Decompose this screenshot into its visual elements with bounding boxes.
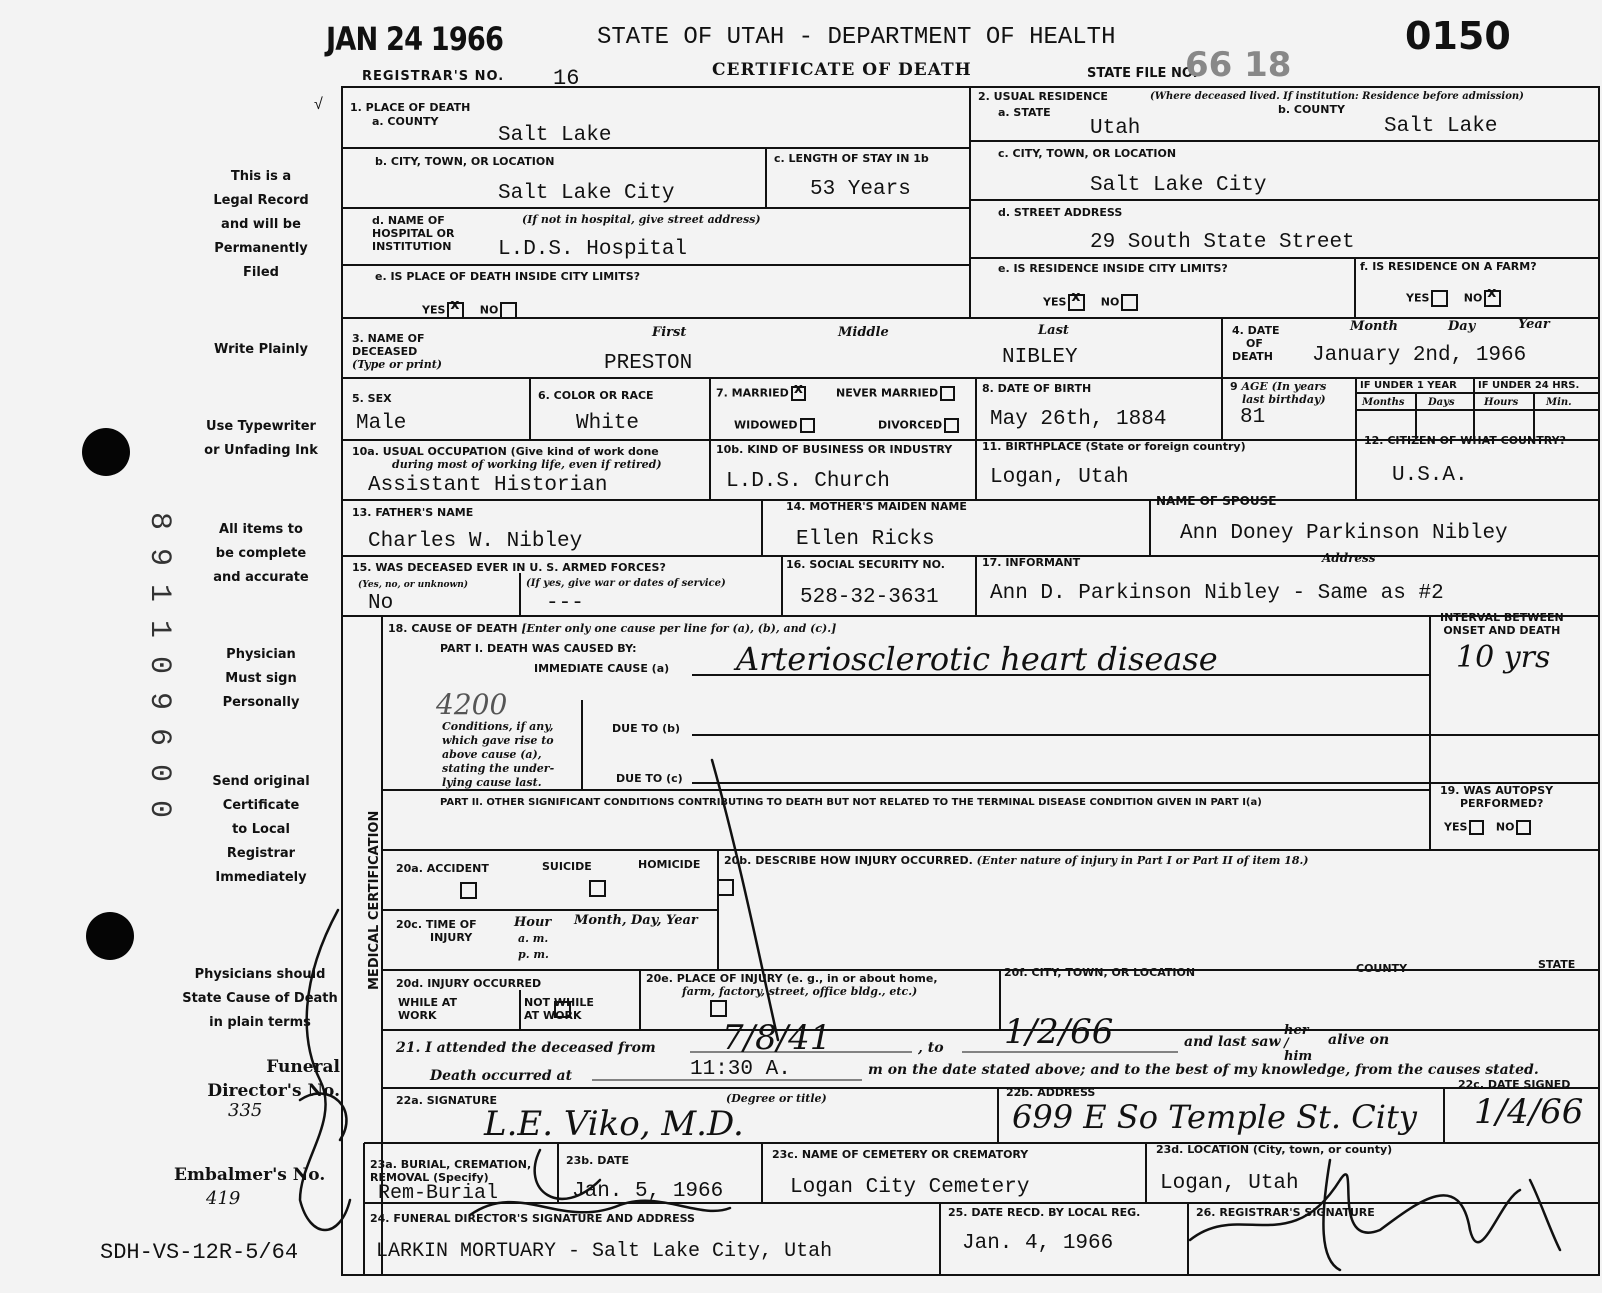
page-title: STATE OF UTAH - DEPARTMENT OF HEALTH: [597, 24, 1116, 51]
informant-label: 17. INFORMANT: [982, 556, 1081, 569]
suicide-label: SUICIDE: [542, 860, 592, 873]
months-label: Months: [1362, 397, 1405, 408]
county-label: a. COUNTY: [372, 115, 439, 128]
state-file-number: 66 18: [1185, 45, 1292, 85]
side-note-physician: Physician Must sign Personally: [222, 647, 300, 710]
father-label: 13. FATHER'S NAME: [352, 506, 474, 519]
burial-method: Rem-Burial: [378, 1182, 499, 1205]
funeral-director-number: 335: [228, 1100, 263, 1121]
cemetery: Logan City Cemetery: [790, 1176, 1030, 1199]
min-label: Min.: [1546, 397, 1572, 408]
burial-date: Jan. 5, 1966: [572, 1180, 724, 1203]
due-to-b-label: DUE TO (b): [612, 722, 681, 735]
injury-state-label: STATE: [1538, 958, 1576, 971]
autopsy-checkboxes: YES NO: [1444, 820, 1531, 835]
last-label: Last: [1038, 323, 1069, 338]
sex-label: 5. SEX: [352, 392, 392, 405]
burial-location: Logan, Utah: [1160, 1172, 1299, 1195]
place-of-injury-label: 20e. PLACE OF INJURY (e. g., in or about home, farm, factory, street, office bldg., etc.): [646, 972, 938, 998]
cause-of-death-label: 18. CAUSE OF DEATH [Enter only one cause per line for (a), (b), and (c).]: [388, 622, 837, 635]
cemetery-label: 23c. NAME OF CEMETERY OR CREMATORY: [772, 1148, 1029, 1161]
business-label: 10b. KIND OF BUSINESS OR INDUSTRY: [716, 443, 953, 456]
cause-code: 4200: [436, 688, 508, 721]
residence-label: 2. USUAL RESIDENCE: [978, 90, 1108, 103]
physician-address: 699 E So Temple St. City: [1012, 1098, 1417, 1136]
burial-date-label: 23b. DATE: [566, 1154, 629, 1167]
month-label: Month: [1350, 319, 1398, 334]
residence-state-label: a. STATE: [998, 106, 1051, 119]
length-of-stay: 53 Years: [810, 178, 911, 201]
last-name: NIBLEY: [1002, 346, 1078, 369]
part-1-label: PART I. DEATH WAS CAUSED BY:: [440, 642, 637, 655]
race-label: 6. COLOR OR RACE: [538, 389, 654, 402]
date-of-death-label: 4. DATE OF DEATH: [1232, 324, 1280, 363]
marital-widowed: WIDOWED: [734, 418, 815, 433]
side-note-legal: This is a Legal Record and will be Permanently Filed: [213, 169, 309, 280]
medical-certification-label: MEDICAL CERTIFICATION: [367, 810, 382, 990]
armed-forces: No: [368, 592, 394, 615]
street-address: 29 South State Street: [1090, 231, 1355, 254]
interval: 10 yrs: [1456, 640, 1551, 675]
armed-dates: ---: [546, 592, 584, 615]
residence-inside-city-label: e. IS RESIDENCE INSIDE CITY LIMITS?: [998, 262, 1228, 275]
under-24-hours-label: IF UNDER 24 HRS.: [1478, 380, 1580, 391]
stay-label: c. LENGTH OF STAY IN 1b: [774, 152, 929, 165]
embalmer-number: 419: [206, 1188, 241, 1209]
date-of-death: January 2nd, 1966: [1312, 344, 1527, 367]
statement-text: m on the date stated above; and to the best of my knowledge, from the causes stated.: [868, 1062, 1539, 1078]
time-of-death: 11:30 A.: [690, 1058, 791, 1081]
day-label: Day: [1448, 319, 1476, 334]
funeral-director: LARKIN MORTUARY - Salt Lake City, Utah: [376, 1240, 833, 1263]
hospital-label: d. NAME OF HOSPITAL OR INSTITUTION: [372, 214, 455, 253]
injury-county-label: COUNTY: [1356, 962, 1408, 975]
to-label: , to: [918, 1040, 944, 1056]
birthplace-label: 11. BIRTHPLACE (State or foreign country): [982, 440, 1246, 453]
residence-inside-city-checkboxes: YESx NO: [1043, 294, 1138, 311]
funeral-director-sig-label: 24. FUNERAL DIRECTOR'S SIGNATURE AND ADDRESS: [370, 1212, 695, 1225]
hour-label: Hour: [514, 915, 552, 930]
burial-label: 23a. BURIAL, CREMATION, REMOVAL (Specify): [370, 1158, 532, 1184]
alive-on-label: alive on: [1328, 1032, 1390, 1048]
death-city: Salt Lake City: [498, 182, 675, 205]
side-note-complete: All items to be complete and accurate: [213, 522, 309, 585]
mother-name: Ellen Ricks: [796, 528, 935, 551]
city-label: b. CITY, TOWN, OR LOCATION: [375, 155, 555, 168]
vertical-number: 8 9 1 1 0 9 6 0 0: [142, 512, 176, 819]
document-title: CERTIFICATE OF DEATH: [712, 60, 972, 80]
race: White: [576, 412, 640, 435]
under-1-year-label: IF UNDER 1 YEAR: [1360, 380, 1457, 391]
death-occurred-at-label: Death occurred at: [430, 1068, 573, 1084]
her-him-label: her / him: [1284, 1023, 1313, 1064]
date-signed-label: 22c. DATE SIGNED: [1458, 1078, 1571, 1091]
farm-label: f. IS RESIDENCE ON A FARM?: [1360, 260, 1537, 273]
accident-label: 20a. ACCIDENT: [396, 862, 489, 875]
date-of-birth: May 26th, 1884: [990, 408, 1167, 431]
serial-number: 0150: [1405, 14, 1511, 58]
marital-never: NEVER MARRIED: [836, 386, 955, 401]
am-label: a. m.: [518, 932, 549, 945]
armed-forces-label: 15. WAS DECEASED EVER IN U. S. ARMED FORCES?: [352, 561, 666, 574]
time-of-injury-label: 20c. TIME OF INJURY: [396, 918, 477, 944]
attended-label: 21. I attended the deceased from: [396, 1040, 656, 1056]
state-file-label: STATE FILE NO.: [1087, 66, 1198, 81]
conditions-note: Conditions, if any, which gave rise to above cause (a), stating the under- lying cause last.: [442, 720, 555, 789]
hours-label: Hours: [1484, 397, 1519, 408]
registrar-number: 16: [553, 66, 580, 91]
degree-label: (Degree or title): [726, 1092, 827, 1105]
autopsy-label: 19. WAS AUTOPSY PERFORMED?: [1440, 784, 1554, 810]
homicide-label: HOMICIDE: [638, 858, 701, 871]
birth-label: 8. DATE OF BIRTH: [982, 382, 1092, 395]
residence-city: Salt Lake City: [1090, 174, 1267, 197]
citizen-label: 12. CITIZEN OF WHAT COUNTRY?: [1364, 434, 1566, 447]
inside-city-label: e. IS PLACE OF DEATH INSIDE CITY LIMITS?: [375, 270, 641, 283]
registrar-signature-label: 26. REGISTRAR'S SIGNATURE: [1196, 1206, 1375, 1219]
armed-note-1: (Yes, no, or unknown): [358, 580, 469, 590]
first-label: First: [652, 325, 687, 340]
informant-address-label: Address: [1322, 551, 1376, 565]
hospital-note: (If not in hospital, give street address): [522, 213, 761, 226]
mother-label: 14. MOTHER'S MAIDEN NAME: [786, 500, 967, 513]
age: 81: [1240, 406, 1266, 429]
signature-label: 22a. SIGNATURE: [396, 1094, 498, 1107]
informant: Ann D. Parkinson Nibley - Same as #2: [990, 582, 1444, 605]
birthplace: Logan, Utah: [990, 466, 1129, 489]
not-while-at-work-label: NOT WHILE AT WORK: [524, 996, 594, 1022]
marital-married: 7. MARRIEDx: [716, 386, 806, 401]
check-mark: √: [314, 96, 323, 113]
physician-address-label: 22b. ADDRESS: [1006, 1086, 1096, 1099]
while-at-work-label: WHILE AT WORK: [398, 996, 457, 1022]
spouse-label: NAME OF SPOUSE: [1156, 494, 1277, 508]
armed-note-2: (If yes, give war or dates of service): [526, 578, 726, 589]
date-received: Jan. 4, 1966: [962, 1232, 1114, 1255]
residence-county-label: b. COUNTY: [1278, 103, 1345, 116]
month-day-year-label: Month, Day, Year: [574, 913, 698, 928]
spouse-name: Ann Doney Parkinson Nibley: [1180, 522, 1508, 545]
social-security-number: 528-32-3631: [800, 586, 939, 609]
street-label: d. STREET ADDRESS: [998, 206, 1123, 219]
form-number: SDH-VS-12R-5/64: [100, 1240, 299, 1265]
attended-from: 7/8/41: [722, 1018, 832, 1058]
burial-location-label: 23d. LOCATION (City, town, or county): [1156, 1143, 1393, 1156]
part-2-label: PART II. OTHER SIGNIFICANT CONDITIONS CONTRIBUTING TO DEATH BUT NOT RELATED TO THE TERMINAL DISEASE CONDITION GIVEN IN PART I(a): [440, 797, 1262, 808]
residence-city-label: c. CITY, TOWN, OR LOCATION: [998, 147, 1177, 160]
business: L.D.S. Church: [726, 470, 890, 493]
first-name: PRESTON: [604, 352, 693, 375]
physician-signature: L.E. Viko, M.D.: [484, 1104, 744, 1144]
residence-state: Utah: [1090, 117, 1141, 140]
place-of-death-label: 1. PLACE OF DEATH: [350, 101, 471, 114]
hospital-name: L.D.S. Hospital: [498, 238, 688, 261]
date-stamp: JAN 24 1966: [326, 20, 504, 58]
occupation: Assistant Historian: [368, 474, 608, 497]
side-note-plainly: Write Plainly: [214, 342, 308, 357]
injury-occurred-label: 20d. INJURY OCCURRED: [396, 977, 542, 990]
age-label: 9 AGE (In years last birthday): [1230, 380, 1327, 406]
inside-city-checkboxes: YESx NO: [422, 302, 517, 319]
days-label: Days: [1428, 397, 1455, 408]
last-saw-label: and last saw: [1184, 1034, 1281, 1050]
occupation-label: 10a. USUAL OCCUPATION (Give kind of work done during most of working life, even if retired): [352, 445, 662, 471]
sex: Male: [356, 412, 407, 435]
date-signed: 1/4/66: [1474, 1092, 1584, 1132]
city-of-injury-label: 20f. CITY, TOWN, OR LOCATION: [1004, 966, 1196, 979]
middle-label: Middle: [838, 325, 889, 340]
date-received-label: 25. DATE RECD. BY LOCAL REG.: [948, 1206, 1141, 1219]
side-note-state-cause: Physicians should State Cause of Death in plain terms: [182, 967, 338, 1030]
ssn-label: 16. SOCIAL SECURITY NO.: [786, 558, 945, 571]
side-note-ink: Use Typewriter or Unfading Ink: [204, 419, 318, 458]
side-note-send: Send original Certificate to Local Registrar Immediately: [212, 774, 310, 885]
deceased-name-label: 3. NAME OF DECEASED (Type or print): [352, 332, 443, 371]
embalmer-label: Embalmer's No.: [174, 1165, 326, 1185]
residence-note: (Where deceased lived. If institution: Residence before admission): [1150, 91, 1524, 102]
interval-label: INTERVAL BETWEEN ONSET AND DEATH: [1440, 611, 1564, 637]
year-label: Year: [1518, 317, 1550, 332]
due-to-c-label: DUE TO (c): [616, 772, 683, 785]
describe-injury-label: 20b. DESCRIBE HOW INJURY OCCURRED. (Enter nature of injury in Part I or Part II of item 18.): [724, 854, 1309, 867]
citizenship: U.S.A.: [1392, 464, 1468, 487]
immediate-cause: Arteriosclerotic heart disease: [736, 640, 1218, 678]
father-name: Charles W. Nibley: [368, 530, 583, 553]
marital-divorced: DIVORCED: [878, 418, 959, 433]
pm-label: p. m.: [518, 948, 549, 961]
residence-county: Salt Lake: [1384, 115, 1498, 138]
immediate-cause-label: IMMEDIATE CAUSE (a): [534, 662, 670, 675]
attended-to: 1/2/66: [1004, 1012, 1114, 1052]
registrar-label: REGISTRAR'S NO.: [362, 69, 505, 84]
death-county: Salt Lake: [498, 124, 612, 147]
funeral-director-label: Funeral Director's No.: [207, 1057, 340, 1101]
farm-checkboxes: YES NOx: [1406, 290, 1501, 307]
